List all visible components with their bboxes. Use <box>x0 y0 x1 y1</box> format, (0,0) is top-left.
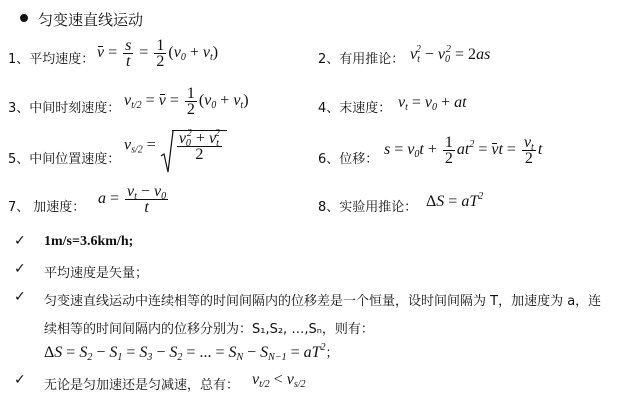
formula-4-label: 4、末速度： <box>318 101 392 116</box>
formula-4-final-velocity: $v_t = v_0$ + at <box>398 94 467 113</box>
note-constant-displacement-diff-line2: 续相等的时间间隔内的位移分别为：S₁,S₂, …,Sₙ，则有： <box>44 322 374 337</box>
note-unit-conversion: 1m/s=3.6km/h; <box>44 234 134 249</box>
formula-8-experimental-corollary: $\Delta S = aT^2$ <box>426 191 484 210</box>
formula-velocity-inequality: $v_{t/2} < v_{s/2}$ <box>252 371 306 390</box>
formula-5-midpoint-position-velocity: $v_{s/2}$ = $\frac{v_0^2 + v_t^2}{2}$ <box>124 130 227 162</box>
formula-2-useful-corollary: $v_t^2 - v_0^2 = 2as$ <box>410 44 491 65</box>
check-icon: ✓ <box>14 233 26 249</box>
formula-7-label: 7、 加速度： <box>8 200 86 215</box>
section-title: 匀变速直线运动 <box>38 11 144 29</box>
note-average-velocity-vector: 平均速度是矢量； <box>44 266 149 281</box>
note-always-inequality: 无论是匀加速还是匀减速，总有： <box>44 378 240 393</box>
formula-2-label: 2、有用推论： <box>318 52 405 67</box>
formula-1-average-velocity: v = $\frac{s}{t}$ = $\frac{1}{2}$ $(v_0 + v_t)$ <box>97 37 219 70</box>
check-icon: ✓ <box>14 372 26 388</box>
formula-7-acceleration: a = $\frac{v_t - v_0}{t}$ <box>98 183 167 216</box>
check-icon: ✓ <box>14 261 26 277</box>
formula-5-label: 5、中间位置速度： <box>8 152 121 167</box>
formula-1-label: 1、平均速度： <box>8 52 95 67</box>
section-bullet <box>20 14 28 22</box>
formula-8-label: 8、实验用推论： <box>318 200 418 215</box>
formula-6-displacement: $s = v_0t$ + $\frac{1}{2}$ $at^2$ = vt = $\frac{v_t}{2}$ t <box>384 134 543 167</box>
formula-displacement-difference: $\Delta S = S_2 - S_1 = S_3 - S_2$ = ... = $S_N - S_{N-1} = aT^2$； <box>44 342 339 363</box>
formula-3-midpoint-time-velocity: $v_{t/2} = v$ = $\frac{1}{2}$ $(v_0 + v_t)$ <box>124 85 249 118</box>
note-constant-displacement-diff-line1: 匀变速直线运动中连续相等的时间间隔内的位移差是一个恒量，设时间间隔为 T，加速度为 a，连 <box>44 294 602 309</box>
formula-6-label: 6、位移： <box>318 152 379 167</box>
formula-3-label: 3、中间时刻速度： <box>8 101 121 116</box>
check-icon: ✓ <box>14 289 26 305</box>
